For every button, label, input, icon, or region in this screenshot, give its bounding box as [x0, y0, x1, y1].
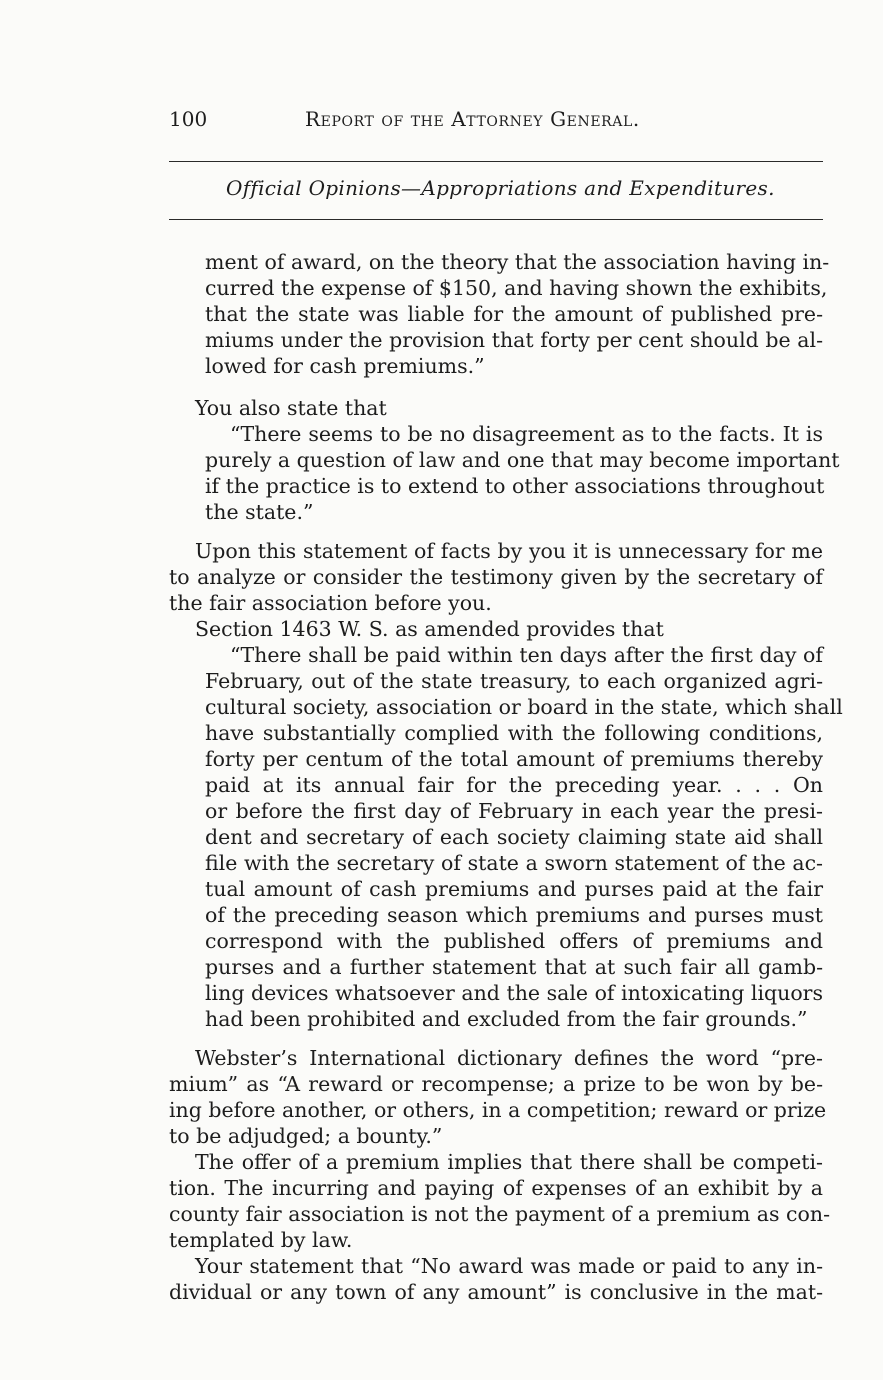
- text-line: county fair association is not the payment of a premium as con-: [169, 1202, 831, 1226]
- text-line: forty per centum of the total amount of premiums thereby: [205, 747, 823, 771]
- text-line: cultural society, association or board in the state, which shall: [205, 695, 843, 719]
- text-line: tual amount of cash premiums and purses paid at the fair: [205, 877, 823, 901]
- page-number: 100: [169, 107, 208, 131]
- text-line: or before the first day of February in each year the presi-: [205, 799, 823, 823]
- text-line: “There seems to be no disagreement as to the facts. It is: [230, 422, 823, 446]
- text-line: curred the expense of $150, and having shown the exhibits,: [205, 276, 828, 300]
- text-line: have substantially complied with the following conditions,: [205, 721, 823, 745]
- text-line: ling devices whatsoever and the sale of intoxicating liquors: [205, 981, 823, 1005]
- running-title: Report of the Attorney General.: [305, 107, 640, 131]
- header-rule-bottom: [169, 219, 823, 220]
- text-line: had been prohibited and excluded from the fair grounds.”: [205, 1007, 808, 1031]
- text-line: lowed for cash premiums.”: [205, 354, 485, 378]
- text-line: Your statement that “No award was made or paid to any in-: [195, 1254, 823, 1278]
- running-head: [169, 104, 823, 134]
- text-line: to be adjudged; a bounty.”: [169, 1124, 443, 1148]
- text-line: miums under the provision that forty per cent should be al-: [205, 328, 823, 352]
- text-line: if the practice is to extend to other associations throughout: [205, 474, 825, 498]
- text-line: Upon this statement of facts by you it is unnecessary for me: [195, 539, 823, 563]
- text-line: the fair association before you.: [169, 591, 492, 615]
- text-line: of the preceding season which premiums and purses must: [205, 903, 823, 927]
- text-line: You also state that: [195, 396, 387, 420]
- text-line: Webster’s International dictionary defines the word “pre-: [195, 1046, 823, 1070]
- text-line: paid at its annual fair for the preceding year. . . . On: [205, 773, 823, 797]
- text-line: February, out of the state treasury, to each organized agri-: [205, 669, 823, 693]
- text-line: that the state was liable for the amount of published pre-: [205, 302, 823, 326]
- text-line: ment of award, on the theory that the association having in-: [205, 250, 830, 274]
- text-line: the state.”: [205, 500, 314, 524]
- text-line: Section 1463 W. S. as amended provides that: [195, 617, 664, 641]
- text-line: ing before another, or others, in a competition; reward or prize: [169, 1098, 827, 1122]
- text-line: correspond with the published offers of premiums and: [205, 929, 823, 953]
- text-line: “There shall be paid within ten days after the first day of: [230, 643, 823, 667]
- text-line: templated by law.: [169, 1228, 353, 1252]
- text-line: tion. The incurring and paying of expenses of an exhibit by a: [169, 1176, 823, 1200]
- text-line: dividual or any town of any amount” is conclusive in the mat-: [169, 1280, 823, 1304]
- section-heading: Official Opinions—Appropriations and Expenditures.: [226, 176, 775, 200]
- text-line: The offer of a premium implies that there shall be competi-: [195, 1150, 823, 1174]
- text-line: mium” as “A reward or recompense; a prize to be won by be-: [169, 1072, 823, 1096]
- header-rule-top: [169, 161, 823, 162]
- text-line: to analyze or consider the testimony given by the secretary of: [169, 565, 823, 589]
- text-line: dent and secretary of each society claiming state aid shall: [205, 825, 823, 849]
- text-line: file with the secretary of state a sworn statement of the ac-: [205, 851, 823, 875]
- text-line: purses and a further statement that at such fair all gamb-: [205, 955, 823, 979]
- text-line: purely a question of law and one that may become important: [205, 448, 840, 472]
